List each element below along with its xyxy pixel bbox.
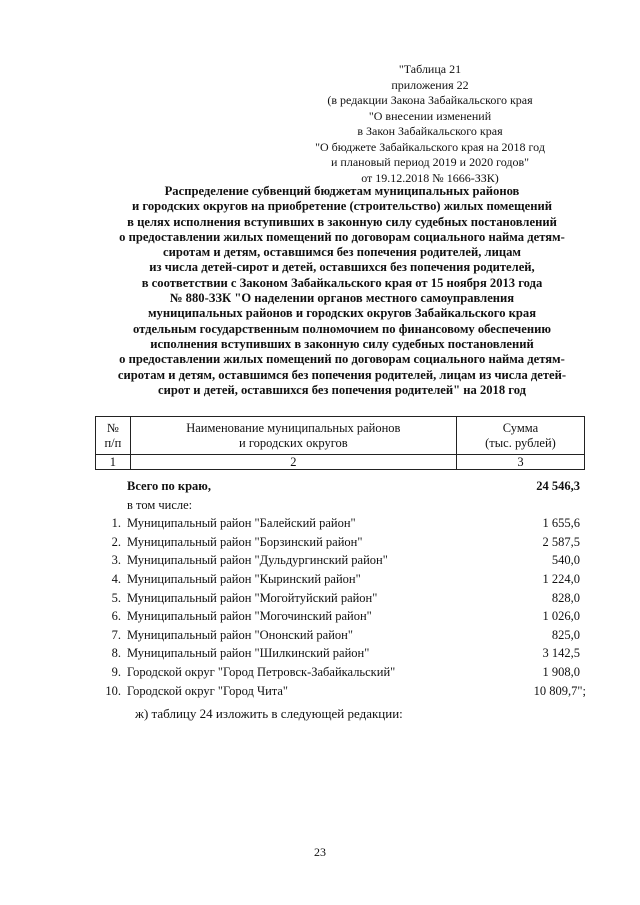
- title-line: исполнения вступивших в законную силу судебных постановлений: [150, 336, 534, 351]
- title-line: сиротам и детям, оставшимся без попечения родителей, лицам из числа детей-: [117, 367, 567, 382]
- row-index: 4.: [111, 571, 121, 586]
- header-line: от 19.12.2018 № 1666-ЗЗК): [361, 170, 499, 185]
- table-body: [95, 477, 605, 700]
- table-row: [95, 533, 605, 552]
- row-index: 6.: [111, 609, 121, 624]
- row-amount: 1 224,0: [542, 571, 580, 586]
- row-amount: 10 809,7";: [533, 683, 586, 698]
- row-index: 10.: [105, 683, 121, 698]
- title-line: из числа детей-сирот и детей, оставшихся без попечения родителей,: [149, 260, 535, 275]
- row-name: Муниципальный район "Ононский район": [127, 627, 353, 642]
- table-row: [95, 570, 605, 589]
- row-index: 3.: [111, 553, 121, 568]
- header-line: "О внесении изменений: [368, 108, 492, 123]
- total-row: [95, 477, 605, 496]
- appendix-header: [300, 62, 560, 186]
- row-name: Муниципальный район "Шилкинский район": [127, 646, 370, 661]
- table-header: [95, 416, 585, 470]
- row-amount: 2 587,5: [542, 534, 580, 549]
- title-line: в целях исполнения вступивших в законную силу судебных постановлений: [127, 214, 557, 229]
- title-line: сирот и детей, оставшихся без попечения родителей" на 2018 год: [157, 382, 527, 397]
- header-line: приложения 22: [391, 77, 469, 92]
- row-index: 7.: [111, 627, 121, 642]
- title-line: о предоставлении жилых помещений по договорам социального найма детям-: [119, 229, 565, 244]
- row-amount: 540,0: [551, 553, 580, 568]
- total-label: Всего по краю,: [127, 479, 211, 493]
- row-name: Муниципальный район "Кыринский район": [127, 571, 361, 586]
- title-line: сиротам и детям, оставшимся без попечения родителей, лицам: [163, 245, 521, 260]
- title-line: в соответствии с Законом Забайкальского края от 15 ноября 2013 года: [141, 275, 543, 290]
- table-row: [95, 551, 605, 570]
- row-index: 9.: [111, 664, 121, 679]
- row-amount: 3 142,5: [542, 646, 580, 661]
- row-name: Муниципальный район "Балейский район": [127, 516, 356, 531]
- total-value: 24 546,3: [536, 479, 580, 493]
- closing-text: ж) таблицу 24 изложить в следующей редакции:: [135, 706, 403, 721]
- header-text: Сумма: [502, 420, 539, 435]
- table-row: [95, 626, 605, 645]
- column-header-number: [96, 417, 131, 455]
- header-line: и плановый период 2019 и 2020 годов": [330, 155, 530, 169]
- table-row: [95, 682, 605, 701]
- document-title: [82, 184, 602, 398]
- row-amount: 1 655,6: [542, 516, 580, 531]
- title-line: отдельным государственным полномочием по финансовому обеспечению: [133, 321, 551, 336]
- row-index: 2.: [111, 534, 121, 549]
- row-amount: 1 026,0: [542, 609, 580, 624]
- header-line: "О бюджете Забайкальского края на 2018 год: [315, 139, 545, 154]
- table-row: [95, 663, 605, 682]
- row-name: Муниципальный район "Дульдургинский район": [127, 553, 388, 568]
- header-text: Наименование муниципальных районов: [186, 420, 401, 435]
- row-name: Муниципальный район "Могочинский район": [127, 609, 372, 624]
- row-amount: 828,0: [551, 590, 580, 605]
- row-index: 1.: [111, 516, 121, 531]
- row-name: Муниципальный район "Борзинский район": [127, 534, 363, 549]
- row-name: Городской округ "Город Чита": [127, 683, 289, 698]
- header-text: п/п: [104, 435, 122, 450]
- row-name: Городской округ "Город Петровск-Забайкальский": [127, 664, 396, 679]
- row-index: 5.: [111, 590, 121, 605]
- table-row: [95, 607, 605, 626]
- title-line: № 880-ЗЗК "О наделении органов местного самоуправления: [169, 291, 515, 306]
- header-text: (тыс. рублей): [485, 435, 556, 450]
- table-row: [95, 514, 605, 533]
- row-amount: 825,0: [551, 627, 580, 642]
- row-name: Муниципальный район "Могойтуйский район": [127, 590, 378, 605]
- column-number: 1: [96, 455, 131, 470]
- row-index: 8.: [111, 646, 121, 661]
- table-row: [95, 589, 605, 608]
- subtitle: в том числе:: [127, 497, 193, 512]
- title-line: о предоставлении жилых помещений по договорам социального найма детям-: [119, 352, 565, 367]
- table-header-row: [96, 417, 585, 455]
- row-amount: 1 908,0: [542, 664, 580, 679]
- header-line: в Закон Забайкальского края: [357, 124, 503, 138]
- header-text: №: [106, 420, 119, 435]
- header-line: (в редакции Закона Забайкальского края: [327, 93, 533, 107]
- column-header-name: [130, 417, 456, 455]
- subtitle-row: [95, 496, 605, 515]
- column-header-amount: [456, 417, 584, 455]
- title-line: Распределение субвенций бюджетам муниципальных районов: [164, 184, 520, 198]
- title-line: муниципальных районов и городских округов Забайкальского края: [147, 306, 537, 321]
- header-line: "Таблица 21: [398, 62, 462, 76]
- column-number: 3: [456, 455, 584, 470]
- table-row: [95, 644, 605, 663]
- title-line: и городских округов на приобретение (строительство) жилых помещений: [132, 199, 552, 214]
- column-number: 2: [130, 455, 456, 470]
- header-text: и городских округов: [239, 435, 348, 450]
- column-number-row: [96, 455, 585, 470]
- page-number: 23: [314, 845, 326, 859]
